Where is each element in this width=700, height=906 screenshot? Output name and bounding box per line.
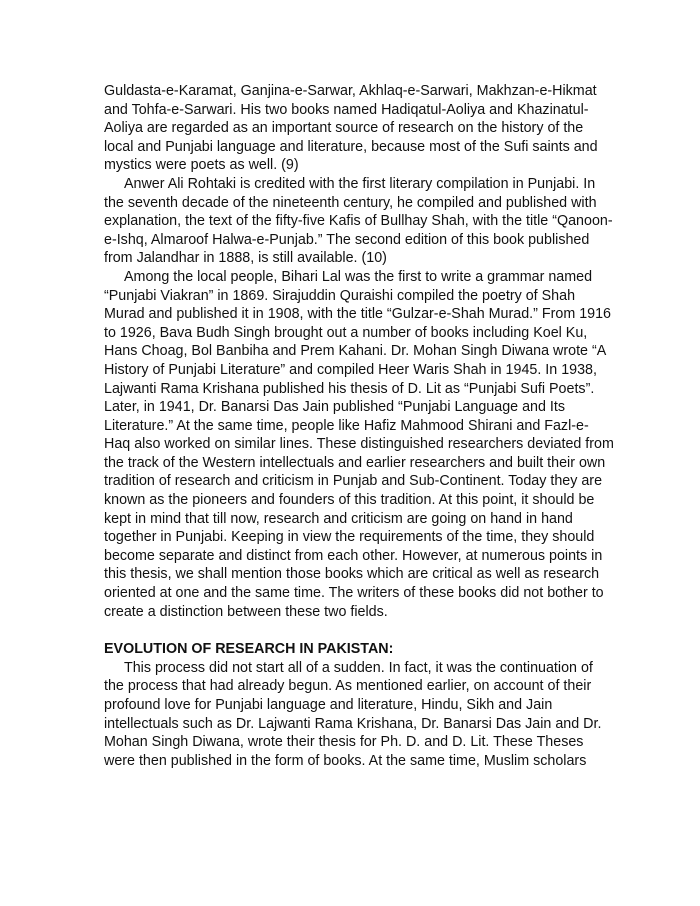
paragraph-anwer-ali-rohtaki: Anwer Ali Rohtaki is credited with the first literary compilation in Punjabi. In the seventh decade of the nineteenth century, he compiled and published with explanation, the text of the fifty-five Kafis of Bullhay Shah, with the title “Qanoon-e-Ishq, Almaroof Halwa-e-Punjab.” The second edition of this book published from Jalandhar in 1888, is still available. (10) (104, 175, 613, 267)
document-page (104, 82, 614, 770)
paragraph-evolution-process: This process did not start all of a sudden. In fact, it was the continuation of the process that had already begun. As mentioned earlier, on account of their profound love for Punjabi language and literature, Hindu, Sikh and Jain intellectuals such as Dr. Lajwanti Rama Krishana, Dr. Banarsi Das Jain and Dr. Mohan Singh Diwana, wrote their thesis for Ph. D. and D. Lit. These Theses were then published in the form of books. At the same time, Muslim scholars (104, 659, 602, 769)
paragraph-sufi-books: Guldasta-e-Karamat, Ganjina-e-Sarwar, Akhlaq-e-Sarwari, Makhzan-e-Hikmat and Tohfa-e-Sarwari. His two books named Hadiqatul-Aoliya and Khazinatul-Aoliya are regarded as an important source of research on the history of the local and Punjabi language and literature, because most of the Sufi saints and mystics were poets as well. (9) (104, 83, 598, 174)
paragraph-local-researchers: Among the local people, Bihari Lal was the first to write a grammar named “Punjabi Viakran” in 1869. Sirajuddin Quraishi compiled the poetry of Shah Murad and published it in 1908, with the title “Gulzar-e-Shah Murad.” From 1916 to 1926, Bava Budh Singh brought out a number of books including Koel Ku, Hans Choag, Bol Banbiha and Prem Kahani. Dr. Mohan Singh Diwana wrote “A History of Punjabi Literature” and compiled Heer Waris Shah in 1945. In 1938, Lajwanti Rama Krishana published his thesis of D. Lit as “Punjabi Sufi Poets”. Later, in 1941, Dr. Banarsi Das Jain published “Punjabi Language and Its Literature.” At the same time, people like Hafiz Mahmood Shirani and Fazl-e-Haq also worked on similar lines. These distinguished researchers deviated from the track of the Western intellectuals and earlier researchers and built their own tradition of research and criticism in Punjab and Sub-Continent. Today they are known as the pioneers and founders of this tradition. At this point, it should be kept in mind that till now, research and criticism are going on hand in hand together in Punjabi. Keeping in view the requirements of the time, they should become separate and distinct from each other. However, at numerous points in this thesis, we shall mention those books which are critical as well as research oriented at one and the same time. The writers of these books did not bother to create a distinction between these two fields. (104, 268, 614, 620)
section-heading: EVOLUTION OF RESEARCH IN PAKISTAN: (104, 641, 394, 658)
